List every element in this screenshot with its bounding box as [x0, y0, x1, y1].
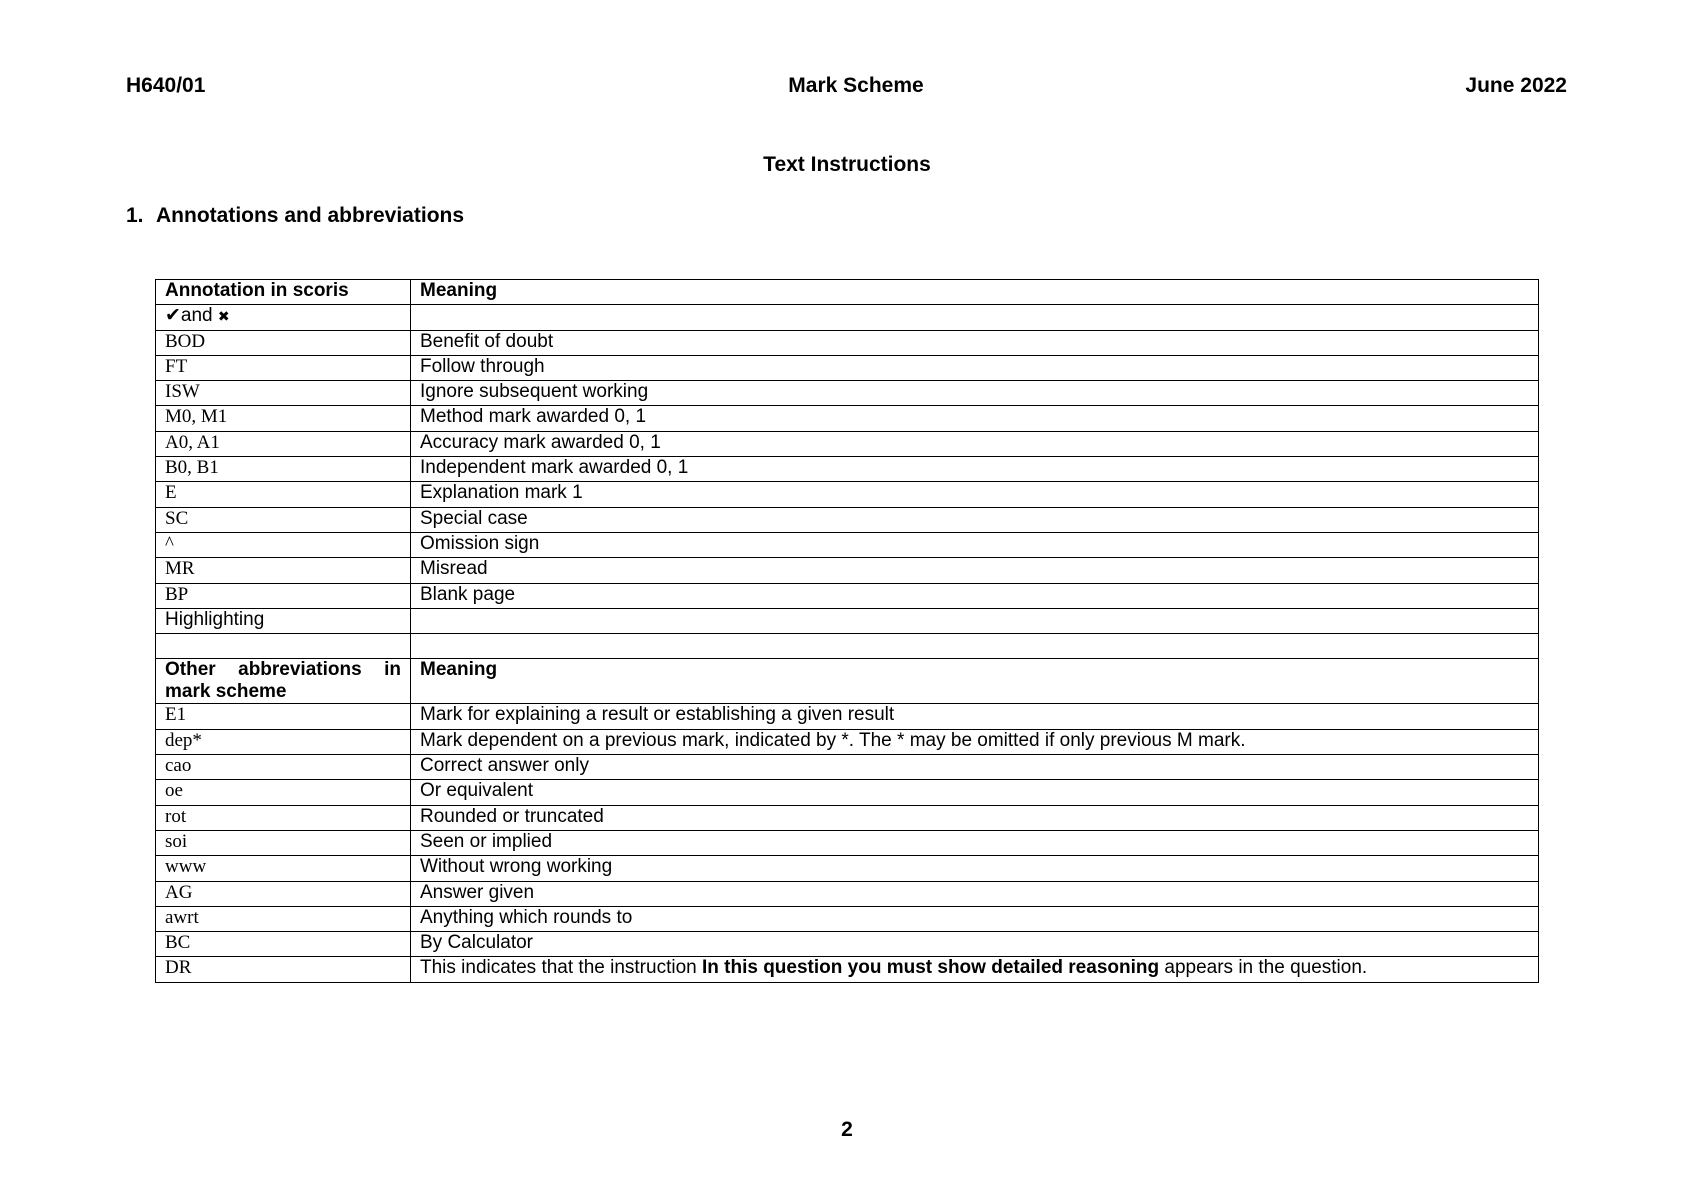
- tick-cross-cell: [156, 305, 411, 330]
- section-heading: [126, 204, 464, 228]
- table2-header-row: [156, 659, 1539, 704]
- annotation-meaning: Or equivalent: [411, 780, 1539, 805]
- table-row: [156, 305, 1539, 330]
- annotation-code: dep*: [156, 729, 411, 754]
- table-row: [156, 704, 1539, 729]
- col2-header-2: Meaning: [411, 659, 1539, 704]
- table-row: [156, 830, 1539, 855]
- annotation-meaning: Benefit of doubt: [411, 330, 1539, 355]
- annotation-code: BOD: [156, 330, 411, 355]
- table-row: [156, 906, 1539, 931]
- table-row: [156, 755, 1539, 780]
- annotation-meaning: Independent mark awarded 0, 1: [411, 457, 1539, 482]
- annotation-meaning: Mark dependent on a previous mark, indicated by *. The * may be omitted if only previous M mark.: [411, 729, 1539, 754]
- annotation-meaning: Answer given: [411, 881, 1539, 906]
- annotation-code: SC: [156, 507, 411, 532]
- annotation-code: E1: [156, 704, 411, 729]
- annotation-code: M0, M1: [156, 406, 411, 431]
- annotation-meaning: By Calculator: [411, 932, 1539, 957]
- annotation-meaning: Method mark awarded 0, 1: [411, 406, 1539, 431]
- table-row: [156, 608, 1539, 633]
- dr-meaning: [411, 957, 1539, 982]
- annotations-table-body: [156, 280, 1539, 983]
- annotation-code: www: [156, 856, 411, 881]
- annotation-code: BP: [156, 583, 411, 608]
- table-row: [156, 330, 1539, 355]
- tick-icon: ✔: [165, 305, 181, 327]
- table-row: [156, 881, 1539, 906]
- table-row: [156, 406, 1539, 431]
- page-number: 2: [841, 1118, 853, 1141]
- annotation-meaning: Special case: [411, 507, 1539, 532]
- annotation-code: MR: [156, 558, 411, 583]
- table-row-dr: [156, 957, 1539, 982]
- annotation-code: cao: [156, 755, 411, 780]
- annotation-meaning: Anything which rounds to: [411, 906, 1539, 931]
- header-date: June 2022: [1465, 74, 1567, 97]
- annotation-meaning: [411, 608, 1539, 633]
- annotation-code: ISW: [156, 381, 411, 406]
- annotation-code: FT: [156, 355, 411, 380]
- annotation-meaning: Blank page: [411, 583, 1539, 608]
- col1-header: Annotation in scoris: [156, 280, 411, 305]
- annotation-meaning: Omission sign: [411, 532, 1539, 557]
- annotations-table: [155, 279, 1539, 983]
- table-row: [156, 558, 1539, 583]
- dr-code: DR: [156, 957, 411, 982]
- dr-meaning-post: appears in the question.: [1159, 957, 1368, 979]
- annotation-meaning: Misread: [411, 558, 1539, 583]
- tick-cross-and: and: [180, 305, 213, 327]
- dr-meaning-pre: This indicates that the instruction: [420, 957, 702, 979]
- annotation-meaning: Ignore subsequent working: [411, 381, 1539, 406]
- table-row: [156, 431, 1539, 456]
- section-heading-text: Annotations and abbreviations: [156, 204, 465, 227]
- table-row: [156, 381, 1539, 406]
- table-row: [156, 780, 1539, 805]
- annotation-code: oe: [156, 780, 411, 805]
- annotation-code: Highlighting: [156, 608, 411, 633]
- section-number: 1.: [126, 204, 144, 227]
- annotation-meaning: Follow through: [411, 355, 1539, 380]
- table-row: [156, 729, 1539, 754]
- table-row: [156, 932, 1539, 957]
- table-row: [156, 355, 1539, 380]
- table-row: [156, 507, 1539, 532]
- table-spacer-row: [156, 634, 1539, 659]
- annotation-code: awrt: [156, 906, 411, 931]
- annotation-meaning: Without wrong working: [411, 856, 1539, 881]
- tick-cross-meaning: [411, 305, 1539, 330]
- table-row: [156, 583, 1539, 608]
- col1-header-2-line2: mark scheme: [165, 681, 287, 703]
- col1-header-2-line1: Other abbreviations in: [165, 659, 401, 681]
- annotation-meaning: Mark for explaining a result or establishing a given result: [411, 704, 1539, 729]
- annotation-code: BC: [156, 932, 411, 957]
- annotation-code: AG: [156, 881, 411, 906]
- annotation-code: rot: [156, 805, 411, 830]
- table-row: [156, 856, 1539, 881]
- table-header-row: [156, 280, 1539, 305]
- annotation-meaning: Correct answer only: [411, 755, 1539, 780]
- annotation-meaning: Rounded or truncated: [411, 805, 1539, 830]
- annotation-code: ^: [156, 532, 411, 557]
- annotation-code: A0, A1: [156, 431, 411, 456]
- annotation-code: B0, B1: [156, 457, 411, 482]
- table-row: [156, 532, 1539, 557]
- table-row: [156, 482, 1539, 507]
- header-code: H640/01: [126, 74, 206, 97]
- annotation-code: E: [156, 482, 411, 507]
- page-title: Text Instructions: [763, 153, 931, 176]
- col2-header: Meaning: [411, 280, 1539, 305]
- annotation-meaning: Explanation mark 1: [411, 482, 1539, 507]
- cross-icon: ✖: [217, 308, 230, 325]
- col1-header-2: [156, 659, 411, 704]
- header-title: Mark Scheme: [788, 74, 924, 97]
- table-row: [156, 805, 1539, 830]
- annotation-code: soi: [156, 830, 411, 855]
- annotation-meaning: Accuracy mark awarded 0, 1: [411, 431, 1539, 456]
- annotation-meaning: Seen or implied: [411, 830, 1539, 855]
- dr-meaning-bold: In this question you must show detailed reasoning: [701, 957, 1160, 979]
- table-row: [156, 457, 1539, 482]
